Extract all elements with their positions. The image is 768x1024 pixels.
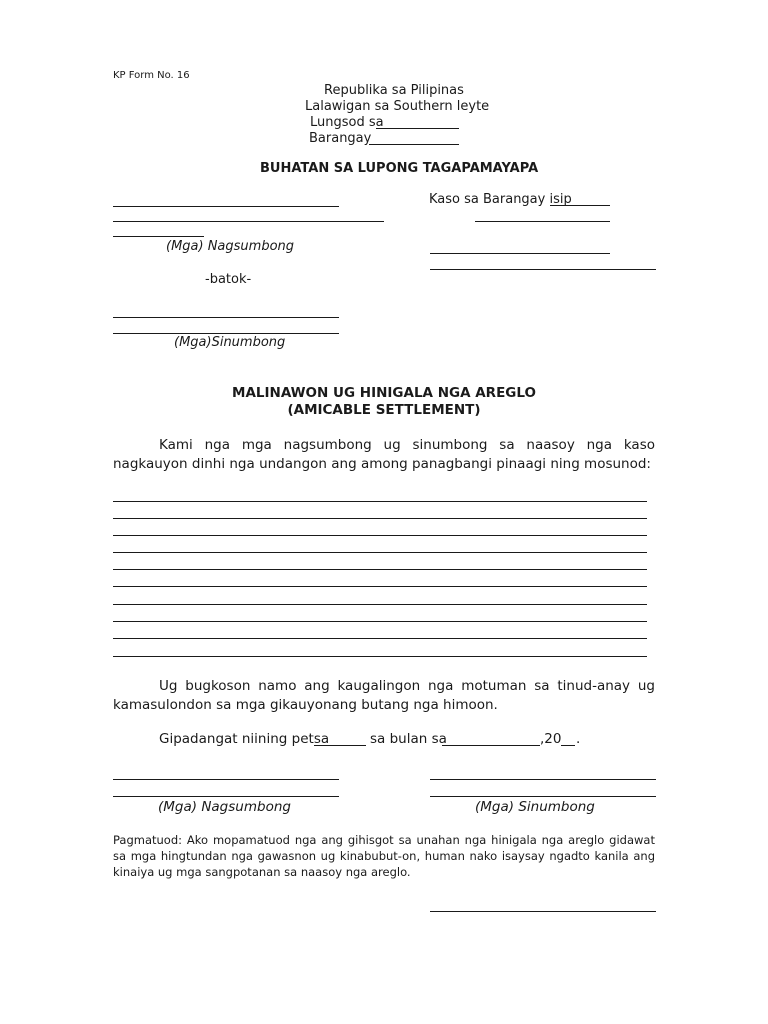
complainant-signature-line-1	[113, 779, 339, 780]
terms-line	[113, 518, 647, 519]
respondent-line-2	[113, 333, 339, 334]
office-title: BUHATAN SA LUPONG TAGAPAMAYAPA	[260, 161, 539, 176]
respondent-signature-line-1	[430, 779, 656, 780]
city-blank-line	[376, 128, 459, 129]
terms-line	[113, 552, 647, 553]
form-number: KP Form No. 16	[113, 70, 190, 81]
terms-line	[113, 586, 647, 587]
header-republic: Republika sa Pilipinas	[324, 83, 464, 98]
complainant-line-2	[113, 221, 384, 222]
complainant-line-1	[113, 206, 339, 207]
respondents-label: (Mga)Sinumbong	[174, 335, 286, 350]
respondent-signature-line-2	[430, 796, 656, 797]
barangay-blank-line	[369, 144, 459, 145]
case-label: Kaso sa Barangay isip	[429, 192, 572, 207]
month-blank-line	[442, 745, 540, 746]
complainant-signature-line-2	[113, 796, 339, 797]
header-city-label: Lungsod sa	[310, 115, 384, 130]
case-number-line	[550, 205, 610, 206]
compliance-paragraph: Ug bugkoson namo ang kaugalingon nga motuman sa tinud-anay ug kamasulondon sa mga gikauyonang butang nga himoon.	[113, 678, 655, 713]
complainants-label: (Mga) Nagsumbong	[166, 239, 295, 254]
complainants-signature-label: (Mga) Nagsumbong	[158, 799, 291, 815]
respondent-line-1	[113, 317, 339, 318]
document-subtitle: (AMICABLE SETTLEMENT)	[287, 402, 481, 418]
terms-line	[113, 621, 647, 622]
terms-line	[113, 656, 647, 657]
header-barangay-label: Barangay	[309, 131, 372, 146]
attestor-signature-line	[430, 911, 656, 912]
date-middle: sa bulan sa	[370, 731, 447, 747]
date-year-prefix: ,20	[540, 731, 562, 747]
case-line-3	[430, 253, 610, 254]
complainant-line-3	[113, 236, 204, 237]
case-line-2	[475, 221, 610, 222]
attestation-paragraph: Pagmatuod: Ako mopamatuod nga ang gihisgot sa unahan nga hinigala nga areglo gidawat sa mga hingtundan nga gawasnon ug kinabubut-on, human nako isaysay ngadto kanila ang kinaiya ug mga sangpotanan sa naasoy nga areglo.	[113, 833, 655, 879]
versus-label: -batok-	[205, 272, 252, 287]
date-suffix: .	[576, 731, 581, 747]
intro-paragraph: Kami nga mga nagsumbong ug sinumbong sa naasoy nga kaso nagkauyon dinhi nga undangon ang among panagbangi pinaagi ning mosunod:	[113, 437, 655, 472]
respondents-signature-label: (Mga) Sinumbong	[475, 799, 595, 815]
terms-line	[113, 638, 647, 639]
year-blank-line	[561, 745, 575, 746]
day-blank-line	[314, 745, 366, 746]
case-line-4	[430, 269, 656, 270]
terms-line	[113, 604, 647, 605]
header-province: Lalawigan sa Southern leyte	[305, 99, 490, 114]
terms-line	[113, 501, 647, 502]
date-prefix: Gipadangat niining petsa	[159, 731, 330, 747]
terms-line	[113, 569, 647, 570]
terms-line	[113, 535, 647, 536]
document-title: MALINAWON UG HINIGALA NGA AREGLO	[232, 385, 536, 401]
